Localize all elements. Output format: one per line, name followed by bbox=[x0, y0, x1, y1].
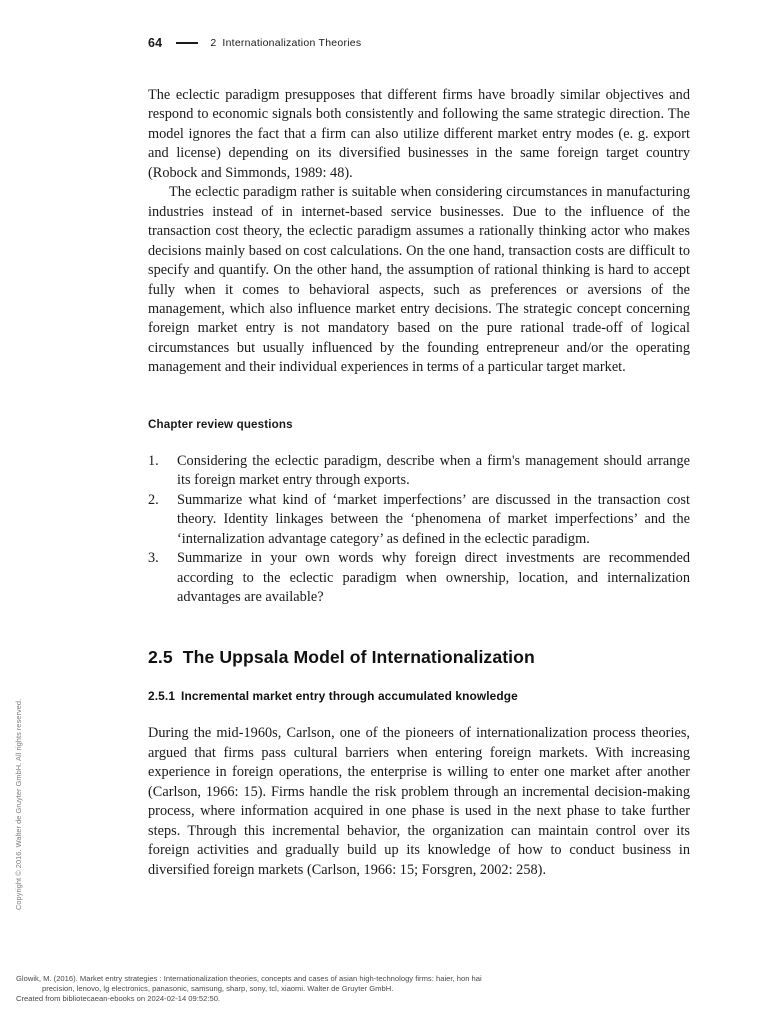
running-head-rule bbox=[176, 42, 198, 44]
spacer-before-section-heading bbox=[148, 607, 690, 647]
question-text: Considering the eclectic paradigm, describe when a firm's management should arrange its foreign market entry through exports. bbox=[177, 452, 690, 489]
margin-copyright-text: Copyright © 2016. Walter de Gruyter GmbH. All rights reserved. bbox=[14, 698, 23, 910]
section-heading bbox=[148, 647, 690, 668]
spacer-after-review-heading bbox=[148, 431, 690, 452]
text-column bbox=[148, 86, 690, 880]
citation-block bbox=[16, 974, 656, 1005]
question-text: Summarize what kind of ‘market imperfections’ are discussed in the transaction cost theory. Identity linkages between the ‘phenomena of market imperfections’ and the ‘internalization advantage category’ as defined in the eclectic paradigm. bbox=[177, 491, 690, 547]
subsection-heading bbox=[148, 689, 690, 703]
citation-line-2: precision, lenovo, lg electronics, panasonic, samsung, sharp, sony, tcl, xiaomi. Walter de Gruyter GmbH. bbox=[42, 984, 394, 994]
section-number: 2.5 bbox=[148, 647, 173, 668]
section-title: The Uppsala Model of Internationalization bbox=[182, 647, 535, 668]
list-item bbox=[148, 549, 690, 607]
question-number: 2. bbox=[148, 491, 159, 508]
running-head-chapter-title: Internationalization Theories bbox=[222, 37, 362, 49]
running-head bbox=[148, 36, 361, 50]
spacer-before-final-paragraph bbox=[148, 703, 690, 724]
citation-line-1: Glowik, M. (2016). Market entry strategies : Internationalization theories, concepts and cases of asian high-technology firms: haier, hon hai bbox=[16, 974, 482, 983]
question-number: 1. bbox=[148, 452, 159, 469]
citation-line-3: Created from bibliotecaean-ebooks on 2024-02-14 09:52:50. bbox=[16, 994, 221, 1004]
subsection-number: 2.5.1 bbox=[148, 689, 176, 704]
question-text: Summarize in your own words why foreign direct investments are recommended according to the eclectic paradigm when ownership, location, and internalization advantages are available? bbox=[177, 550, 690, 605]
paragraph-2: The eclectic paradigm rather is suitable when considering circumstances in manufacturing industries instead of in internet-based service businesses. Due to the influence of the transaction cost theory, the eclectic paradigm assumes a rationally thinking actor who makes decisions mainly based on cost calculations. On the one hand, transaction costs are difficult to specify and quantify. On the other hand, the assumption of rational thinking is hard to accept fully when it comes to behavioral aspects, such as preferences or aversions of the management, which also influence market entry decisions. The strategic concept concerning foreign market entry is not mandatory based on the pure rational trade-off of logical circumstances but usually influenced by the founding entrepreneur and/or the operating management and their individual experiences in terms of a particular target market. bbox=[148, 184, 690, 376]
subsection-title: Incremental market entry through accumulated knowledge bbox=[181, 689, 518, 704]
chapter-review-heading: Chapter review questions bbox=[148, 417, 293, 431]
paragraph-3: During the mid-1960s, Carlson, one of the pioneers of internationalization process theories, argued that firms pass cultural barriers when entering foreign markets. With increasing experience in foreign operations, the enterprise is willing to enter one market after another (Carlson, 1966: 15). Firms handle the risk problem through an incremental decision-making process, where information acquired in one phase is used in the next phase to take further steps. Through this incremental behavior, the organization can maintain control over its foreign activities and gradually build up its knowledge of how to conduct business in diversified foreign markets (Carlson, 1966: 15; Forsgren, 2002: 258). bbox=[148, 725, 690, 878]
page-number: 64 bbox=[148, 36, 163, 50]
question-number: 3. bbox=[148, 550, 159, 567]
list-item bbox=[148, 452, 690, 491]
running-head-chapter-number: 2 bbox=[210, 37, 217, 49]
chapter-review-question-list bbox=[148, 452, 690, 608]
spacer-before-review-heading bbox=[148, 378, 690, 418]
spacer-before-subsection-heading bbox=[148, 668, 690, 689]
list-item bbox=[148, 491, 690, 549]
paragraph-1: The eclectic paradigm presupposes that different firms have broadly similar objectives and respond to economic signals both consistently and following the same strategic direction. The model ignores the fact that a firm can also utilize different market entry modes (e. g. export and license) depending on its diversified businesses in the same foreign target country (Robock and Simmonds, 1989: 48). bbox=[148, 87, 690, 181]
